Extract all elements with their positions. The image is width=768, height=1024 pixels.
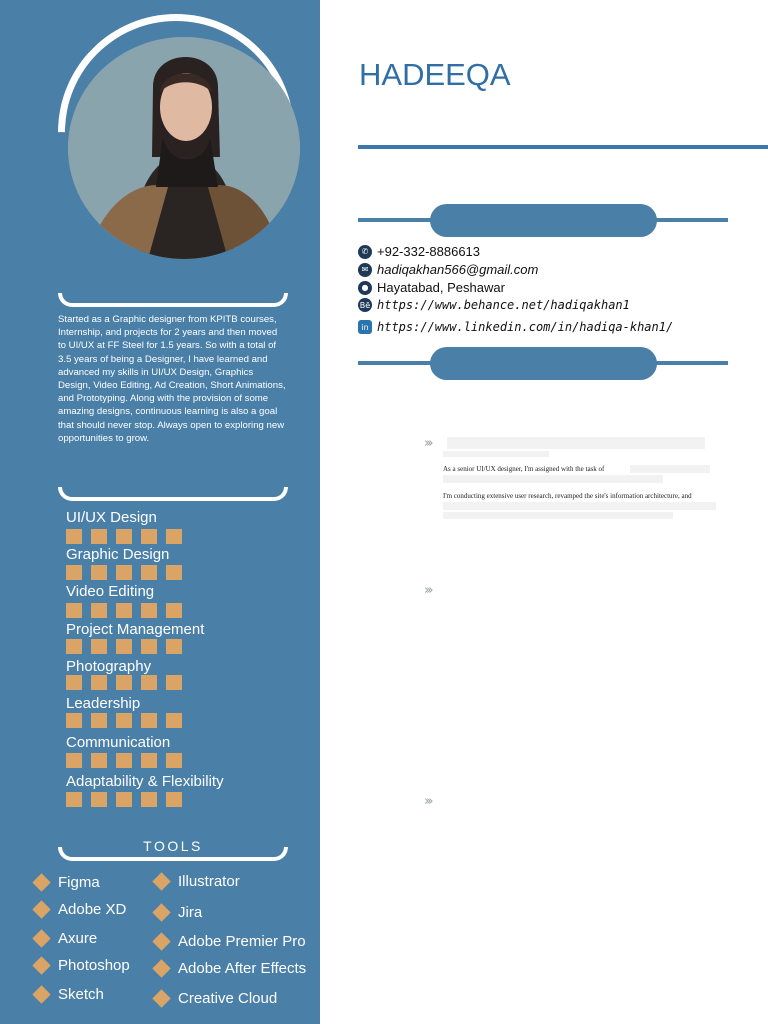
header-divider [358,145,768,149]
profile-photo [68,37,300,259]
tool-label: Illustrator [178,873,240,890]
skill-level [66,565,182,580]
tool-label: Sketch [58,986,104,1003]
tool-item [155,960,306,977]
placeholder-bar [443,451,549,457]
skill-name: UI/UX Design [66,509,157,526]
profile-name: HADEEQA [359,57,511,92]
tool-item [35,874,100,891]
skill-level [66,713,182,728]
placeholder-bar [443,475,663,483]
chevron-bullet-icon: ››› [424,436,431,451]
tool-item [35,901,126,918]
email-text[interactable]: hadiqakhan566@gmail.com [377,262,539,277]
phone-text: +92-332-8886613 [377,244,481,259]
tools-heading-bracket [58,847,288,861]
skill-name: Photography [66,658,152,675]
skills-heading-bracket [58,487,288,501]
contact-phone [358,244,480,259]
phone-icon: ✆ [358,245,372,259]
diamond-bullet-icon [152,903,170,921]
linkedin-link[interactable]: https://www.linkedin.com/in/hadiqa-khan1/ [377,320,674,334]
contact-behance[interactable] [358,298,630,312]
diamond-bullet-icon [152,872,170,890]
placeholder-bar [443,512,673,519]
experience-line: I'm conducting extensive user research, revamped the site's information architecture, and [443,492,692,500]
tool-item [155,933,306,950]
tool-label: Figma [58,874,100,891]
skill-name: Video Editing [66,583,155,600]
location-text: Hayatabad, Peshawar [377,280,505,295]
skill-name: Graphic Design [66,546,170,563]
skill-level [66,639,182,654]
tool-label: Adobe After Effects [178,960,307,977]
diamond-bullet-icon [152,932,170,950]
diamond-bullet-icon [32,929,50,947]
skill-level [66,675,182,690]
tool-label: Adobe Premier Pro [178,933,306,950]
contact-linkedin[interactable] [358,320,673,334]
experience-line: As a senior UI/UX designer, I'm assigned with the task of [443,465,605,473]
tool-item [35,930,97,947]
email-icon: ✉ [358,263,372,277]
tool-label: Photoshop [58,957,130,974]
behance-icon: Bē [358,298,372,312]
skill-name: Project Management [66,621,205,638]
contact-email[interactable] [358,262,538,277]
chevron-bullet-icon: ››› [424,583,431,598]
skill-level [66,603,182,618]
about-text: Started as a Graphic designer from KPITB courses, Internship, and projects for 2 years and then moved to UI/UX at FF Steel for 1.5 years. So with a total of 3.5 years of being a Designer, I have learned and advanced my skills in UI/UX Design, Graphics Design, Video Editing, Ad Creation, Short Animations, and Prototyping. Along with the provision of some amazing designs, continuous learning is also a goal that should never stop. Always open to exploring new opportunities to grow. [58,314,286,444]
tool-item [35,986,104,1003]
placeholder-bar [443,502,716,510]
tool-item [35,957,130,974]
experience-section-pill [430,347,657,380]
skill-name: Leadership [66,695,141,712]
skill-level [66,529,182,544]
placeholder-bar [447,437,705,449]
diamond-bullet-icon [152,989,170,1007]
linkedin-icon: in [358,320,372,334]
sidebar [0,0,320,1024]
tool-item [155,873,240,890]
tool-item [155,990,277,1007]
location-pin-icon: ● [358,281,372,295]
skill-level [66,753,182,768]
tool-label: Creative Cloud [178,990,278,1007]
tool-item [155,904,202,921]
tool-label: Jira [178,904,203,921]
diamond-bullet-icon [32,956,50,974]
skill-level [66,792,182,807]
diamond-bullet-icon [32,873,50,891]
tool-label: Adobe XD [58,901,127,918]
contact-section-pill [430,204,657,237]
diamond-bullet-icon [152,959,170,977]
tools-title: TOOLS [143,838,203,854]
skill-name: Adaptability & Flexibility [66,773,224,790]
skill-name: Communication [66,734,171,751]
about-heading-bracket [58,293,288,307]
diamond-bullet-icon [32,985,50,1003]
placeholder-bar [630,465,710,473]
behance-link[interactable]: https://www.behance.net/hadiqakhan1 [377,298,630,312]
tool-label: Axure [58,930,98,947]
diamond-bullet-icon [32,900,50,918]
contact-location [358,280,505,295]
chevron-bullet-icon: ››› [424,794,431,809]
